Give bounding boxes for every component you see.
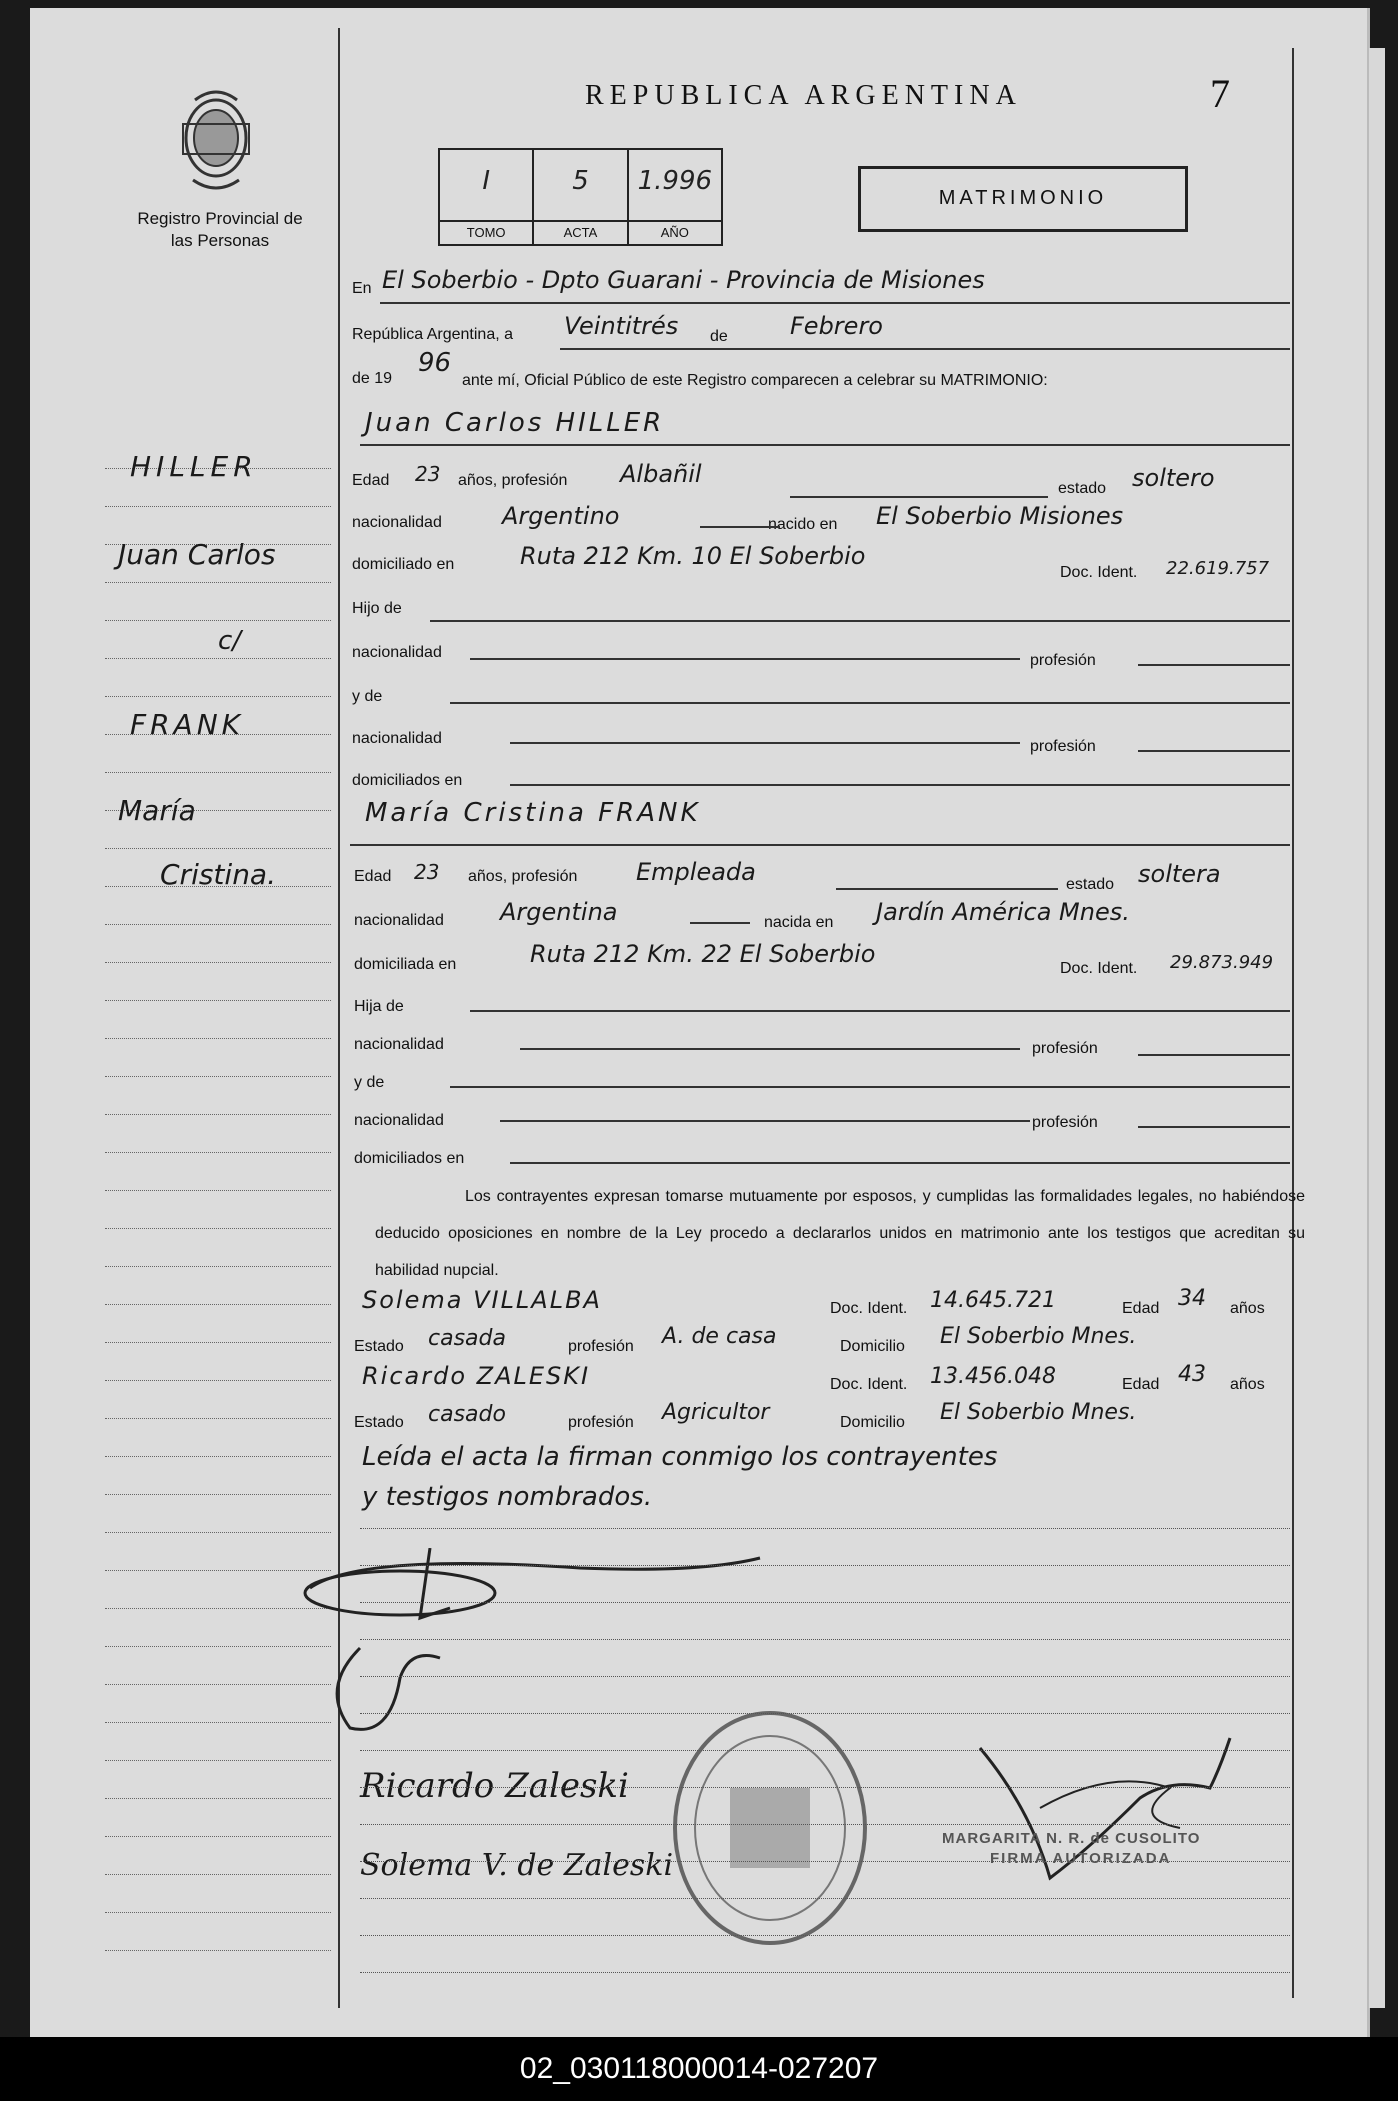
margin-rule-line xyxy=(105,1304,331,1305)
groom-domiciliados-line xyxy=(510,784,1290,786)
bride-estado-label: estado xyxy=(1066,876,1115,893)
margin-rule-line xyxy=(105,1874,331,1875)
groom-estado: soltero xyxy=(1132,464,1215,492)
groom-name-line xyxy=(360,444,1290,446)
groom-nac-line xyxy=(700,526,780,528)
place: El Soberbio - Dpto Guarani - Provincia de Misiones xyxy=(382,266,985,294)
page-edge xyxy=(1369,48,1385,2008)
de-label: de xyxy=(710,328,728,345)
margin-rule-line xyxy=(105,696,331,697)
body-rule-line xyxy=(360,1602,1290,1603)
groom-prof2-label: profesión xyxy=(1030,652,1096,669)
tomo-value: I xyxy=(482,166,490,196)
ano-label: AÑO xyxy=(629,220,721,244)
date-line xyxy=(560,348,1290,350)
margin-rule-line xyxy=(105,848,331,849)
margin-rule-line xyxy=(105,658,331,659)
witness1-anos-label: años xyxy=(1230,1300,1265,1317)
margin-rule-line xyxy=(105,1000,331,1001)
bride-born: Jardín América Mnes. xyxy=(876,898,1130,926)
margin-rule-line xyxy=(105,924,331,925)
margin-rule-line xyxy=(105,1076,331,1077)
signature-zaleski: Ricardo Zaleski xyxy=(360,1766,629,1806)
margin-rule-line xyxy=(105,1494,331,1495)
provincial-shield-icon xyxy=(175,88,257,198)
day: Veintitrés xyxy=(564,312,679,340)
body-rule-line xyxy=(360,1787,1290,1788)
body-rule-line xyxy=(360,1639,1290,1640)
groom-yde-line xyxy=(450,702,1290,704)
margin-rule-line xyxy=(105,1532,331,1533)
bride-name-line xyxy=(350,844,1290,846)
declaration-text: Los contrayentes expresan tomarse mutuamente por esposos, y cumplidas las formalidades legales, no habiéndose deducido oposiciones en nombre de la Ley procedo a declararlos unidos en matrimonio ante los testigos que acreditan su habilidad nupcial. xyxy=(375,1188,1305,1279)
body-rule-line xyxy=(360,1861,1290,1862)
bride-prof2-label: profesión xyxy=(1032,1040,1098,1057)
tomo-label: TOMO xyxy=(440,220,532,244)
official-signature-icon xyxy=(970,1728,1250,1918)
bride-profession: Empleada xyxy=(636,858,756,886)
groom-doc-label: Doc. Ident. xyxy=(1060,564,1138,581)
groom-nacido-label: nacido en xyxy=(768,516,838,533)
ano-cell xyxy=(629,150,721,244)
bride-dom-label: domiciliada en xyxy=(354,956,457,973)
witness1-prof-label: profesión xyxy=(568,1338,634,1355)
bride-prof3-label: profesión xyxy=(1032,1114,1098,1131)
margin-rule-line xyxy=(105,620,331,621)
groom-yde-label: y de xyxy=(352,688,383,705)
witness1-doc: 14.645.721 xyxy=(930,1288,1056,1313)
right-border xyxy=(1292,48,1294,1998)
groom-doc: 22.619.757 xyxy=(1166,558,1270,579)
witness2-profession: Agricultor xyxy=(662,1400,770,1425)
groom-prof-line xyxy=(790,496,1048,498)
official-name: MARGARITA N. R. de CUSOLITO xyxy=(942,1830,1201,1847)
margin-rule-line xyxy=(105,1266,331,1267)
bride-nac-label: nacionalidad xyxy=(354,912,444,929)
witness2-dom-label: Domicilio xyxy=(840,1414,905,1431)
groom-hijo-line xyxy=(430,620,1290,622)
page-number: 7 xyxy=(1210,71,1230,116)
body-rule-line xyxy=(360,1676,1290,1677)
statement: ante mí, Oficial Público de este Registro comparecen a celebrar su MATRIMONIO: xyxy=(462,372,1048,389)
groom-profession: Albañil xyxy=(620,460,702,488)
year-suffix: 96 xyxy=(418,348,452,378)
acta-cell xyxy=(534,150,628,244)
margin-rule-line xyxy=(105,1152,331,1153)
official-seal-icon xyxy=(670,1708,870,1948)
acta-label: ACTA xyxy=(534,220,626,244)
bride-yde-line xyxy=(450,1086,1290,1088)
bride-nac-line xyxy=(690,922,750,924)
official-title: FIRMA AUTORIZADA xyxy=(990,1850,1172,1867)
document-type: MATRIMONIO xyxy=(858,166,1188,232)
groom-nationality: Argentino xyxy=(502,502,620,530)
witness1-estado-label: Estado xyxy=(354,1338,404,1355)
bride-nac2-line xyxy=(520,1048,1020,1050)
groom-edad-label: Edad xyxy=(352,472,390,489)
signature-solema: Solema V. de Zaleski xyxy=(360,1848,674,1883)
groom-nac-label: nacionalidad xyxy=(352,514,442,531)
closing-line-1: Leída el acta la firman conmigo los contrayentes xyxy=(362,1442,998,1472)
witness2-age: 43 xyxy=(1178,1362,1206,1387)
groom-nac3-label: nacionalidad xyxy=(352,730,442,747)
groom-born: El Soberbio Misiones xyxy=(876,502,1124,530)
margin-rule-line xyxy=(105,1342,331,1343)
witness1-estado: casada xyxy=(428,1326,506,1351)
witness2-edad-label: Edad xyxy=(1122,1376,1160,1393)
registry-name: Registro Provincial de las Personas xyxy=(137,209,303,250)
bride-doc-label: Doc. Ident. xyxy=(1060,960,1138,977)
witness1-domicilio: El Soberbio Mnes. xyxy=(940,1324,1137,1349)
witness2-doc: 13.456.048 xyxy=(930,1364,1056,1389)
margin-connector: c/ xyxy=(218,626,242,656)
margin-rule-line xyxy=(105,1114,331,1115)
bride-edad-label: Edad xyxy=(354,868,392,885)
witness1-edad-label: Edad xyxy=(1122,1300,1160,1317)
groom-prof2-line xyxy=(1138,664,1290,666)
ano-value: 1.996 xyxy=(637,166,713,196)
witness2-estado-label: Estado xyxy=(354,1414,404,1431)
witness1-age: 34 xyxy=(1178,1286,1206,1311)
groom-nac3-line xyxy=(510,742,1020,744)
country-title: REPUBLICA ARGENTINA xyxy=(585,80,1022,111)
groom-address: Ruta 212 Km. 10 El Soberbio xyxy=(520,542,866,570)
witness2-prof-label: profesión xyxy=(568,1414,634,1431)
bride-nationality: Argentina xyxy=(500,898,618,926)
margin-rule-line xyxy=(105,1038,331,1039)
en-label: En xyxy=(352,280,372,297)
bride-anos-label: años, profesión xyxy=(468,868,578,885)
groom-age: 23 xyxy=(415,462,441,486)
groom-dom-label: domiciliado en xyxy=(352,556,455,573)
body-rule-line xyxy=(360,1898,1290,1899)
margin-rule-line xyxy=(105,962,331,963)
bride-hija-label: Hija de xyxy=(354,998,404,1015)
margin-rule-line xyxy=(105,506,331,507)
margin-rule-line xyxy=(105,1760,331,1761)
bride-nac2-label: nacionalidad xyxy=(354,1036,444,1053)
witness1-dom-label: Domicilio xyxy=(840,1338,905,1355)
month: Febrero xyxy=(790,312,883,340)
footer-id: 02_030118000014-027207 xyxy=(0,2037,1398,2101)
groom-domiciliados-label: domiciliados en xyxy=(352,772,463,789)
witness2-name: Ricardo ZALESKI xyxy=(362,1362,591,1390)
margin-name-1: Juan Carlos xyxy=(118,538,276,571)
bride-age: 23 xyxy=(414,860,440,884)
bride-estado: soltera xyxy=(1138,860,1221,888)
body-rule-line xyxy=(360,1528,1290,1529)
margin-rule-line xyxy=(105,1228,331,1229)
body-rule-line xyxy=(360,1750,1290,1751)
witness2-doc-label: Doc. Ident. xyxy=(830,1376,908,1393)
margin-rule-line xyxy=(105,1798,331,1799)
margin-rule-line xyxy=(105,1836,331,1837)
bride-domiciliados-label: domiciliados en xyxy=(354,1150,465,1167)
closing-line-2: y testigos nombrados. xyxy=(362,1482,653,1512)
witness2-anos-label: años xyxy=(1230,1376,1265,1393)
body-rule-line xyxy=(360,1935,1290,1936)
groom-prof3-line xyxy=(1138,750,1290,752)
groom-hijo-label: Hijo de xyxy=(352,600,402,617)
witness2-domicilio: El Soberbio Mnes. xyxy=(940,1400,1137,1425)
bride-nacida-label: nacida en xyxy=(764,914,834,931)
bride-full-name: María Cristina FRANK xyxy=(365,798,701,828)
groom-estado-label: estado xyxy=(1058,480,1107,497)
margin-rule-line xyxy=(105,772,331,773)
margin-rule-line xyxy=(105,1456,331,1457)
document-page xyxy=(30,8,1370,2038)
body-rule-line xyxy=(360,1824,1290,1825)
bride-address: Ruta 212 Km. 22 El Soberbio xyxy=(530,940,876,968)
bride-yde-label: y de xyxy=(354,1074,385,1091)
margin-rule-line xyxy=(105,1380,331,1381)
margin-surname-1: HILLER xyxy=(130,450,258,483)
bride-doc: 29.873.949 xyxy=(1170,952,1274,973)
acta-value: 5 xyxy=(572,166,589,196)
witness1-profession: A. de casa xyxy=(662,1324,777,1349)
witness2-estado: casado xyxy=(428,1402,506,1427)
record-box xyxy=(438,148,723,246)
witness1-name: Solema VILLALBA xyxy=(362,1286,602,1314)
margin-surname-2: FRANK xyxy=(130,708,245,741)
bride-hija-line xyxy=(470,1010,1290,1012)
body-rule-line xyxy=(360,1565,1290,1566)
place-line xyxy=(380,302,1290,304)
groom-prof3-label: profesión xyxy=(1030,738,1096,755)
bride-prof3-line xyxy=(1138,1126,1290,1128)
margin-name-2b: Cristina. xyxy=(160,858,276,891)
bride-prof-line xyxy=(836,888,1058,890)
bride-prof2-line xyxy=(1138,1054,1290,1056)
body-rule-line xyxy=(360,1972,1290,1973)
margin-rule-line xyxy=(105,1190,331,1191)
groom-full-name: Juan Carlos HILLER xyxy=(365,408,665,438)
margin-rule-line xyxy=(105,1912,331,1913)
republica-label: República Argentina, a xyxy=(352,326,513,343)
bride-nac3-line xyxy=(500,1120,1030,1122)
margin-rule-line xyxy=(105,582,331,583)
bride-domiciliados-line xyxy=(510,1162,1290,1164)
groom-nac2-line xyxy=(470,658,1020,660)
groom-anos-label: años, profesión xyxy=(458,472,568,489)
year-prefix: de 19 xyxy=(352,370,393,387)
margin-rule-line xyxy=(105,1950,331,1951)
body-rule-line xyxy=(360,1713,1290,1714)
margin-name-2a: María xyxy=(118,794,196,827)
tomo-cell xyxy=(440,150,534,244)
groom-nac2-label: nacionalidad xyxy=(352,644,442,661)
bride-nac3-label: nacionalidad xyxy=(354,1112,444,1129)
margin-rule-line xyxy=(105,1418,331,1419)
witness1-doc-label: Doc. Ident. xyxy=(830,1300,908,1317)
